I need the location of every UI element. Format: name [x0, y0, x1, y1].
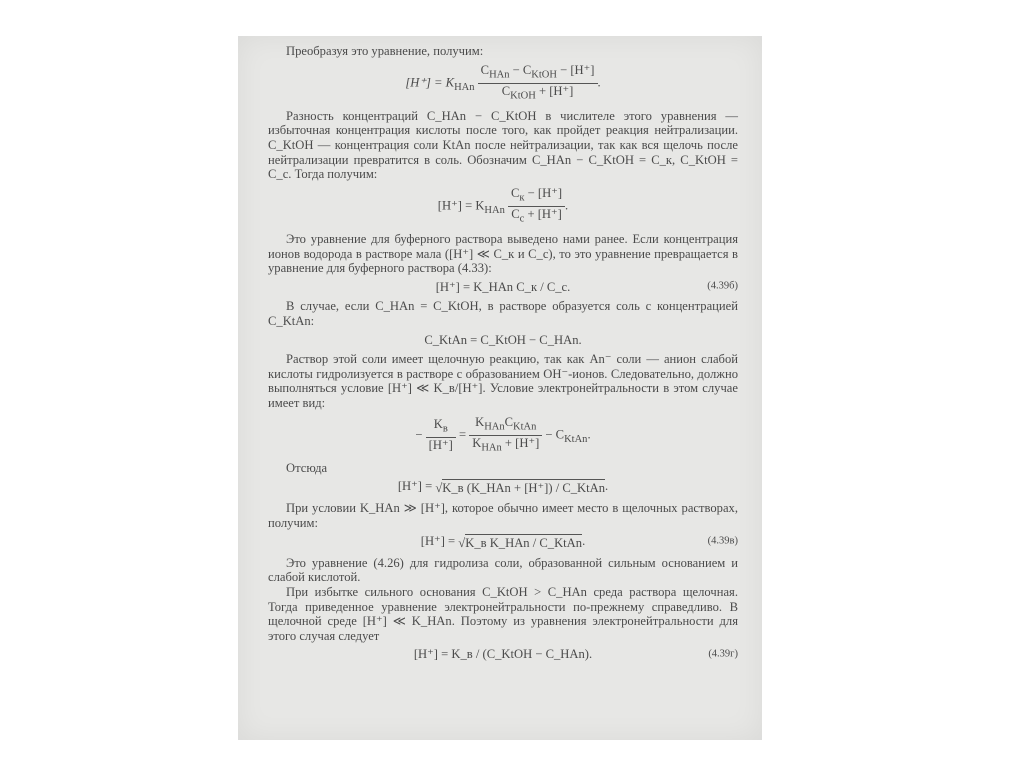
equation-2: $[H^+] = K_{HAn}$ $\frac{C_к - [H^+]}{C_c + [H^+]}$ .: [268, 186, 738, 227]
equation-number: (4.39г): [708, 648, 738, 660]
paragraph-8: Это уравнение (4.26) для гидролиза соли, образованной сильным основанием и слабой кислотой.: [268, 555, 738, 585]
fraction: $\frac{K_{HAn}C_{KtAn}}{K_{HAn} + [H^+]}$: [469, 415, 542, 456]
equation-6: [H⁺] = √K_в (K_HAn + [H⁺]) / C_KtAn.: [397, 479, 609, 496]
equation-number: (4.39б): [707, 280, 738, 292]
equation-3: [H⁺] = K_HAn C_к / C_c. (4.39б): [435, 279, 738, 294]
scanned-page: [238, 36, 762, 740]
equation-1: $[H^+] = K_{HAn}$ $\frac{C_{HAn} - C_{KtOH} - [H^+]}{C_{KtOH} + [H^+]}$ .: [268, 63, 738, 104]
equation-5: − $\frac{K_в}{[H^+]}$ = $\frac{K_{HAn}C_{KtAn}}{K_{HAn} + [H^+]}$ − $C_{KtAn}$.: [268, 415, 738, 456]
page-content: [268, 44, 738, 667]
fraction: $\frac{C_{HAn} - C_{KtOH} - [H^+]}{C_{KtOH} + [H^+]}$: [478, 63, 598, 104]
paragraph-9: При избытке сильного основания C_KtOH > C_HAn среда раствора щелочная. Тогда приведенное уравнение электронейтральности по-прежнему справедливо. В щелочной среде [H⁺] ≪ K_HAn. Поэтому из уравнения электронейтральности для этого случая следует: [268, 584, 738, 643]
fraction: $\frac{C_к - [H^+]}{C_c + [H^+]}$: [508, 186, 565, 227]
paragraph-1: Преобразуя это уравнение, получим:: [286, 44, 484, 58]
paragraph-2: Разность концентраций C_HAn − C_KtOH в числителе этого уравнения — избыточная концентрация кислоты после того, как пройдет реакция нейтрализации. C_KtOH — концентрация соли KtAn после нейтрализации, так как вся щелочь после нейтрализации превратится в соль. Обозначим C_HAn − C_KtOH = C_к, C_KtOH = C_c. Тогда получим:: [268, 108, 738, 182]
paragraph-6: Отсюда: [286, 460, 328, 475]
paragraph-3: Это уравнение для буферного раствора выведено нами ранее. Если концентрация ионов водорода в растворе мала ([H⁺] ≪ C_к и C_c), то это уравнение превращается в уравнение для буферного раствора (4.33):: [268, 232, 738, 276]
equation-7: [H⁺] = √K_в K_HAn / C_KtAn. (4.39в): [420, 534, 738, 551]
equation-8: [H⁺] = K_в / (C_KtOH − C_HAn). (4.39г): [413, 647, 738, 662]
fraction: $\frac{K_в}{[H^+]}$: [426, 417, 456, 453]
equation-number: (4.39в): [707, 536, 738, 548]
equation-4: C_KtAn = C_KtOH − C_HAn.: [424, 332, 582, 347]
paragraph-5: Раствор этой соли имеет щелочную реакцию, так как An⁻ соли — анион слабой кислоты гидролизуется в растворе с образованием OH⁻-ионов. Следовательно, должно выполняться условие [H⁺] ≪ K_в/[H⁺]. Условие электронейтральности в этом случае имеет вид:: [268, 352, 738, 410]
paragraph-4: В случае, если C_HAn = C_KtOH, в растворе образуется соль с концентрацией C_KtAn:: [268, 299, 738, 328]
paragraph-7: При условии K_HAn ≫ [H⁺], которое обычно имеет место в щелочных растворах, получим:: [268, 500, 738, 530]
